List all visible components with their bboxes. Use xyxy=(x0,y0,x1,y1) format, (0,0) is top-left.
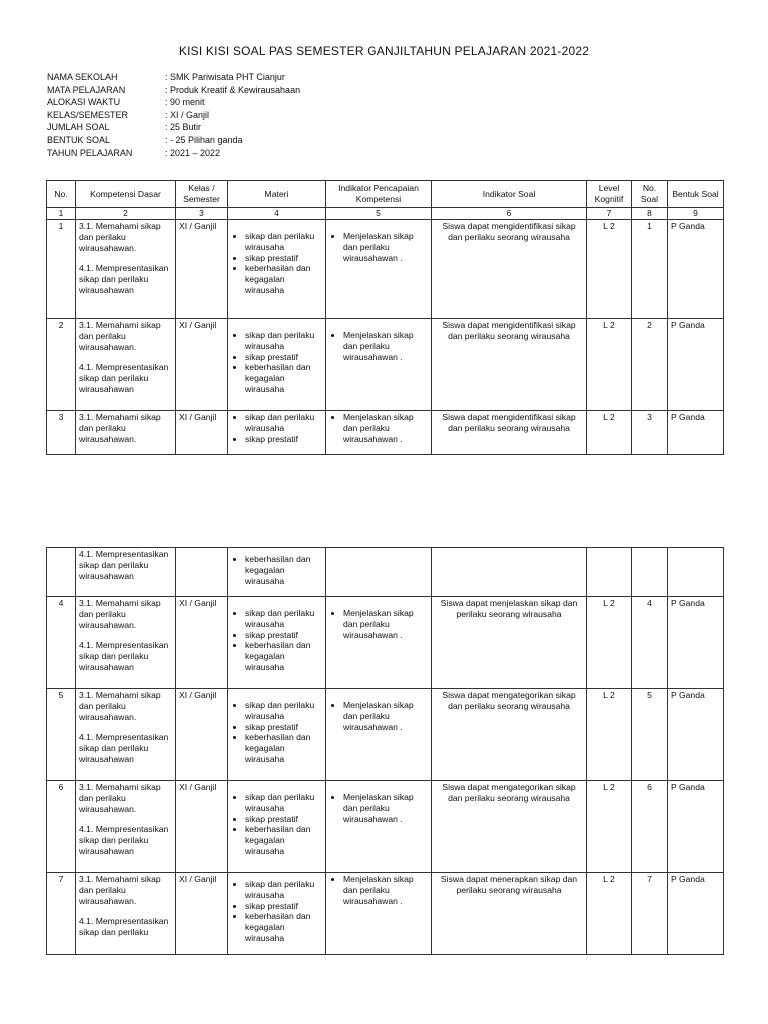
info-row: TAHUN PELAJARAN : 2021 – 2022 xyxy=(47,147,221,158)
bentuk-soal-cell: P Ganda xyxy=(668,781,724,873)
header-cell: No. Soal xyxy=(632,181,668,208)
kompetensi-dasar-cell: 3.1. Memahami sikap dan perilaku wirausahawan. 4.1. Mempresentasikan sikap dan perilaku wirausahawan xyxy=(76,689,176,781)
materi-cell: • sikap dan perilaku wirausaha • sikap prestatif • keberhasilan dan kegagalan wirausaha xyxy=(228,597,326,689)
ipk-cell: • Menjelaskan sikap dan perilaku wirausahawan . xyxy=(326,689,432,781)
info-row: BENTUK SOAL : - 25 Pilihan ganda xyxy=(47,134,243,145)
kompetensi-dasar-cell: 3.1. Memahami sikap dan perilaku wirausahawan. 4.1. Mempresentasikan sikap dan perilaku wirausahawan xyxy=(76,781,176,873)
level-cell: L 2 xyxy=(587,411,632,455)
bentuk-soal-cell: P Ganda xyxy=(668,689,724,781)
row-number: 6 xyxy=(47,781,76,873)
ipk-cell: • Menjelaskan sikap dan perilaku wirausahawan . xyxy=(326,873,432,955)
kelas-cell: XI / Ganjil xyxy=(176,319,228,411)
table-row xyxy=(47,220,724,319)
kelas-cell: XI / Ganjil xyxy=(176,597,228,689)
school-info xyxy=(47,71,300,159)
materi-cell: • keberhasilan dan kegagalan wirausaha xyxy=(228,548,326,597)
header-cell: Bentuk Soal xyxy=(668,181,724,208)
no-soal-cell: 6 xyxy=(632,781,668,873)
column-number-row: 1 2 3 4 5 6 7 8 9 xyxy=(47,208,724,220)
kompetensi-dasar-cell: 3.1. Memahami sikap dan perilaku wirausahawan. xyxy=(76,411,176,455)
materi-cell: • sikap dan perilaku wirausaha • sikap prestatif • keberhasilan dan kegagalan wirausaha xyxy=(228,319,326,411)
indikator-soal-cell: Siswa dapat mengategorikan sikap dan perilaku seorang wirausaha xyxy=(432,781,587,873)
level-cell: L 2 xyxy=(587,689,632,781)
header-cell: No. xyxy=(47,181,76,208)
kelas-cell: XI / Ganjil xyxy=(176,873,228,955)
no-soal-cell: 7 xyxy=(632,873,668,955)
table-header-row xyxy=(47,181,724,208)
no-soal-cell: 4 xyxy=(632,597,668,689)
kompetensi-dasar-cell: 3.1. Memahami sikap dan perilaku wirausahawan. 4.1. Mempresentasikan sikap dan perilaku wirausahawan xyxy=(76,597,176,689)
indikator-soal-cell: Siswa dapat menerapkan sikap dan perilaku seorang wirausaha xyxy=(432,873,587,955)
kompetensi-dasar-cell: 4.1. Mempresentasikan sikap dan perilaku wirausahawan xyxy=(76,548,176,597)
info-row: KELAS/SEMESTER : XI / Ganjil xyxy=(47,109,210,120)
row-number: 2 xyxy=(47,319,76,411)
no-soal-cell: 1 xyxy=(632,220,668,319)
info-row: JUMLAH SOAL : 25 Butir xyxy=(47,122,202,133)
header-cell: Indikator Pencapaian Kompetensi xyxy=(326,181,432,208)
header-cell: Level Kognitif xyxy=(587,181,632,208)
bentuk-soal-cell: P Ganda xyxy=(668,220,724,319)
level-cell: L 2 xyxy=(587,319,632,411)
row-number: 4 xyxy=(47,597,76,689)
kelas-cell: XI / Ganjil xyxy=(176,220,228,319)
info-row: ALOKASI WAKTU : 90 menit xyxy=(47,97,205,108)
no-soal-cell: 3 xyxy=(632,411,668,455)
ipk-cell: • Menjelaskan sikap dan perilaku wirausahawan . xyxy=(326,411,432,455)
table-row xyxy=(47,689,724,781)
kelas-cell: XI / Ganjil xyxy=(176,689,228,781)
bentuk-soal-cell: P Ganda xyxy=(668,411,724,455)
no-soal-cell: 2 xyxy=(632,319,668,411)
indikator-soal-cell: Siswa dapat menjelaskan sikap dan perilaku seorang wirausaha xyxy=(432,597,587,689)
indikator-soal-cell: Siswa dapat mengidentifikasi sikap dan perilaku seorang wirausaha xyxy=(432,220,587,319)
kisi-kisi-table-page-1 xyxy=(46,180,724,455)
indikator-soal-cell: Siswa dapat mengidentifikasi sikap dan perilaku seorang wirausaha xyxy=(432,411,587,455)
level-cell: L 2 xyxy=(587,873,632,955)
header-cell: Indikator Soal xyxy=(432,181,587,208)
materi-cell: • sikap dan perilaku wirausaha • sikap prestatif • keberhasilan dan kegagalan wirausaha xyxy=(228,220,326,319)
table-row xyxy=(47,873,724,955)
bentuk-soal-cell: P Ganda xyxy=(668,319,724,411)
level-cell: L 2 xyxy=(587,597,632,689)
kelas-cell: XI / Ganjil xyxy=(176,781,228,873)
table-row xyxy=(47,319,724,411)
table-row xyxy=(47,411,724,455)
bentuk-soal-cell: P Ganda xyxy=(668,597,724,689)
materi-cell: • sikap dan perilaku wirausaha • sikap prestatif • keberhasilan dan kegagalan wirausaha xyxy=(228,781,326,873)
kompetensi-dasar-cell: 3.1. Memahami sikap dan perilaku wirausahawan. 4.1. Mempresentasikan sikap dan perilaku xyxy=(76,873,176,955)
ipk-cell: • Menjelaskan sikap dan perilaku wirausahawan . xyxy=(326,319,432,411)
kelas-cell: XI / Ganjil xyxy=(176,411,228,455)
indikator-soal-cell: Siswa dapat mengategorikan sikap dan perilaku seorang wirausaha xyxy=(432,689,587,781)
kisi-kisi-table-page-2 xyxy=(46,547,724,955)
ipk-cell: • Menjelaskan sikap dan perilaku wirausahawan . xyxy=(326,220,432,319)
materi-cell: • sikap dan perilaku wirausaha • sikap prestatif xyxy=(228,411,326,455)
materi-cell: • sikap dan perilaku wirausaha • sikap prestatif • keberhasilan dan kegagalan wirausaha xyxy=(228,689,326,781)
no-soal-cell: 5 xyxy=(632,689,668,781)
info-row: NAMA SEKOLAH : SMK Pariwisata PHT Cianjur xyxy=(47,72,285,82)
row-number: 3 xyxy=(47,411,76,455)
header-cell: Materi xyxy=(228,181,326,208)
materi-cell: • sikap dan perilaku wirausaha • sikap prestatif • keberhasilan dan kegagalan wirausaha xyxy=(228,873,326,955)
indikator-soal-cell: Siswa dapat mengidentifikasi sikap dan perilaku seorang wirausaha xyxy=(432,319,587,411)
level-cell: L 2 xyxy=(587,781,632,873)
table-row xyxy=(47,597,724,689)
row-number: 7 xyxy=(47,873,76,955)
header-cell: Kelas / Semester xyxy=(176,181,228,208)
row-number: 1 xyxy=(47,220,76,319)
ipk-cell: • Menjelaskan sikap dan perilaku wirausahawan . xyxy=(326,781,432,873)
kompetensi-dasar-cell: 3.1. Memahami sikap dan perilaku wirausahawan. 4.1. Mempresentasikan sikap dan perilaku wirausahawan xyxy=(76,319,176,411)
document-title: KISI KISI SOAL PAS SEMESTER GANJILTAHUN PELAJARAN 2021-2022 xyxy=(178,44,590,58)
ipk-cell: • Menjelaskan sikap dan perilaku wirausahawan . xyxy=(326,597,432,689)
table-row xyxy=(47,781,724,873)
row-number: 5 xyxy=(47,689,76,781)
kompetensi-dasar-cell: 3.1. Memahami sikap dan perilaku wirausahawan. 4.1. Mempresentasikan sikap dan perilaku wirausahawan xyxy=(76,220,176,319)
table-row-continuation xyxy=(47,548,724,597)
info-row: MATA PELAJARAN : Produk Kreatif & Kewirausahaan xyxy=(47,84,301,95)
level-cell: L 2 xyxy=(587,220,632,319)
header-cell: Kompetensi Dasar xyxy=(76,181,176,208)
bentuk-soal-cell: P Ganda xyxy=(668,873,724,955)
